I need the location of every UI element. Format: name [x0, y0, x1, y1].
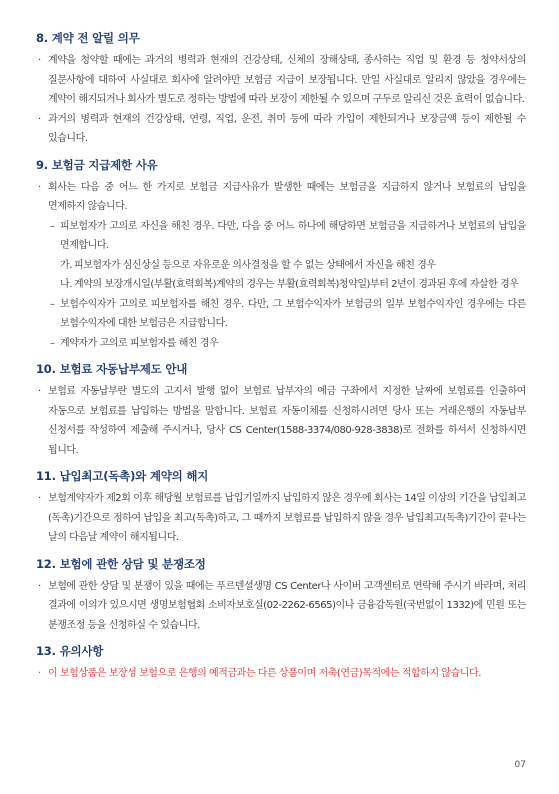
list-item	[36, 51, 526, 110]
section-9	[36, 157, 526, 354]
item-text: 계약을 청약할 때에는 과거의 병력과 현재의 건강상태, 신체의 장해상태, 종사하는 직업 및 환경 등 청약서상의 질문사항에 대하여 사실대로 회사에 알려야만 보험금 지급이 보장됩니다. 만일 사실대로 알리지 않았을 경우에는 계약이 해지되거나 회사가 별도로 정하는 방법에 따라 보장이 제한될 수 있으며 구두로 알리신 것은 효력이 없습니다.	[48, 55, 526, 105]
section-8	[36, 30, 526, 149]
sub-item-text: 보험수익자가 고의로 피보험자를 해친 경우. 다만, 그 보험수익자가 보험금의 일부 보험수익자인 경우에는 다른 보험수익자에 대한 보험금은 지급합니다.	[60, 298, 526, 329]
dash-marker: –	[50, 298, 55, 310]
section-title: 13. 유의사항	[36, 644, 104, 658]
list-item	[36, 178, 526, 217]
bullet-marker: ·	[38, 386, 41, 397]
bullet-marker: ·	[38, 181, 41, 193]
warning-item	[36, 664, 526, 684]
sub-item	[36, 295, 526, 334]
list-item	[36, 577, 526, 636]
section-title: 11. 납입최고(독촉)와 계약의 해지	[36, 469, 209, 483]
sub-item-text: 피보험자가 고의로 자신을 해친 경우. 다만, 다음 중 어느 하나에 해당하면 보험금을 지급하거나 보험료의 납입을 면제합니다.	[60, 220, 526, 251]
sub-sub-item	[36, 275, 526, 295]
sub-item	[36, 334, 526, 354]
item-text: 보험계약자가 제2회 이후 해당월 보험료를 납입기일까지 납입하지 않은 경우에 회사는 14일 이상의 기간을 납입최고(독촉)기간으로 정하여 납입을 최고(독촉)하고, 그 때까지 보험료를 납입하지 않을 경우 납입최고(독촉)기간이 끝나는 날의 다음날 계약이 해지됩니다.	[48, 493, 526, 543]
section-title: 10. 보험료 자동납부제도 안내	[36, 362, 188, 376]
bullet-marker: ·	[38, 668, 41, 679]
sub-sub-item	[36, 256, 526, 276]
letter-marker: 가.	[60, 259, 72, 271]
section-11	[36, 468, 526, 548]
section-10	[36, 361, 526, 460]
warning-text: 이 보험상품은 보장성 보험으로 은행의 예적금과는 다른 상품이며 저축(연금)목적에는 적합하지 않습니다.	[48, 668, 481, 679]
bullet-marker: ·	[38, 55, 41, 66]
document-page	[36, 30, 526, 692]
list-item	[36, 489, 526, 548]
item-text: 과거의 병력과 현재의 건강상태, 연령, 직업, 운전, 취미 등에 따라 가입이 제한되거나 보장금액 등이 제한될 수 있습니다.	[48, 113, 526, 144]
bullet-marker: ·	[38, 113, 41, 125]
sub-item-text: 계약자가 고의로 피보험자를 해친 경우	[60, 337, 219, 349]
bullet-marker: ·	[38, 493, 41, 504]
dash-marker: –	[50, 220, 55, 232]
sub-sub-item-text: 피보험자가 심신상실 등으로 자유로운 의사결정을 할 수 없는 상태에서 자신을 해친 경우	[74, 259, 436, 271]
page-number: 07	[514, 760, 526, 770]
dash-marker: –	[50, 337, 55, 349]
section-12	[36, 556, 526, 636]
bullet-marker: ·	[38, 580, 41, 592]
section-title: 8. 계약 전 알릴 의무	[36, 31, 140, 45]
item-text: 보험에 관한 상담 및 분쟁이 있을 때에는 푸르덴셜생명 CS Center나 사이버 고객센터로 연락해 주시기 바라며, 처리 결과에 이의가 있으시면 생명보험협회 소비자보호실(02-2262-6565)이나 금융감독원(국번없이 1332)에 민원 또는 분쟁조정 등을 신청하실 수 있습니다.	[48, 580, 526, 631]
sub-item	[36, 217, 526, 256]
section-13	[36, 643, 526, 684]
item-text: 회사는 다음 중 어느 한 가지로 보험금 지급사유가 발생한 때에는 보험금을 지급하지 않거나 보험료의 납입을 면제하지 않습니다.	[48, 181, 526, 212]
letter-marker: 나.	[60, 279, 72, 290]
list-item	[36, 382, 526, 460]
section-title: 9. 보험금 지급제한 사유	[36, 157, 158, 172]
sub-sub-item-text: 계약의 보장개시일(부활(효력회복)계약의 경우는 부활(효력회복)청약일)부터 2년이 경과된 후에 자살한 경우	[74, 279, 519, 290]
list-item	[36, 110, 526, 149]
item-text: 보험료 자동납부란 별도의 고지서 발행 없이 보험료 납부자의 예금 구좌에서 지정한 날짜에 보험료를 인출하여 자동으로 보험료를 납입하는 방법을 말합니다. 보험료 자동이체를 신청하시려면 당사 또는 거래은행의 자동납부 신청서를 작성하여 제출해 주시거나, 당사 CS Center(1588-3374/080-928-3838)로 전화를 하셔서 신청하시면 됩니다.	[48, 386, 526, 456]
section-title: 12. 보험에 관한 상담 및 분쟁조정	[36, 556, 206, 571]
